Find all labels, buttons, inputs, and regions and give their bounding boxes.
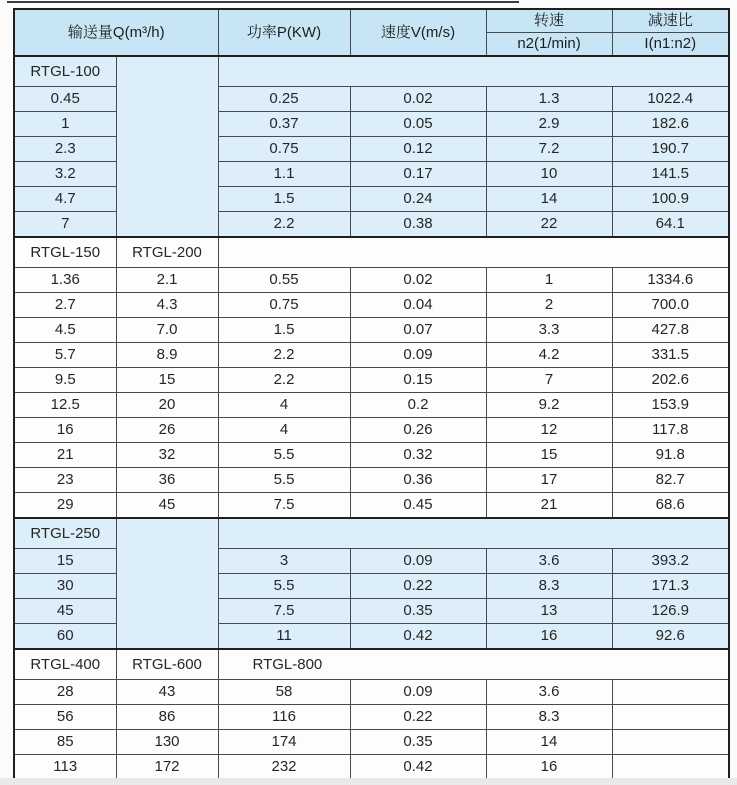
table-row xyxy=(14,393,729,418)
table-cell: 0.2 xyxy=(350,393,486,418)
table-row xyxy=(14,343,729,368)
table-cell: 331.5 xyxy=(612,343,729,368)
merged-empty-cell xyxy=(116,56,218,237)
table-cell: 2.2 xyxy=(218,343,350,368)
table-cell: 22 xyxy=(486,212,612,238)
table-cell: 82.7 xyxy=(612,468,729,493)
table-cell: 7.0 xyxy=(116,318,218,343)
table-cell: 171.3 xyxy=(612,574,729,599)
table-cell: 4.5 xyxy=(14,318,116,343)
bottom-margin-strip xyxy=(0,778,737,785)
table-cell: 3.3 xyxy=(486,318,612,343)
table-cell xyxy=(612,730,729,755)
table-cell: 4 xyxy=(218,393,350,418)
table-cell: 0.07 xyxy=(350,318,486,343)
table-cell: 100.9 xyxy=(612,187,729,212)
table-cell: 23 xyxy=(14,468,116,493)
table-cell: 130 xyxy=(116,730,218,755)
table-row xyxy=(14,730,729,755)
table-cell: 16 xyxy=(486,755,612,781)
table-cell: 43 xyxy=(116,680,218,705)
table-cell: 202.6 xyxy=(612,368,729,393)
table-cell: 28 xyxy=(14,680,116,705)
table-cell: 7 xyxy=(14,212,116,238)
table-cell: 116 xyxy=(218,705,350,730)
table-cell: 85 xyxy=(14,730,116,755)
table-cell: 0.38 xyxy=(350,212,486,238)
table-cell: 21 xyxy=(14,443,116,468)
table-cell: 8.3 xyxy=(486,705,612,730)
table-cell: 427.8 xyxy=(612,318,729,343)
table-cell: 0.02 xyxy=(350,87,486,112)
table-cell: 16 xyxy=(486,624,612,650)
table-cell: 9.2 xyxy=(486,393,612,418)
table-cell: 45 xyxy=(116,493,218,519)
table-cell: 4.7 xyxy=(14,187,116,212)
table-cell: 172 xyxy=(116,755,218,781)
model-label-cell: RTGL-100 xyxy=(14,56,116,87)
table-cell: 58 xyxy=(218,680,350,705)
table-cell: 0.05 xyxy=(350,112,486,137)
table-cell: 3.6 xyxy=(486,680,612,705)
table-cell: 15 xyxy=(486,443,612,468)
empty-span-cell xyxy=(218,518,729,549)
table-row xyxy=(14,468,729,493)
table-cell: 10 xyxy=(486,162,612,187)
table-cell: 9.5 xyxy=(14,368,116,393)
table-cell: 0.35 xyxy=(350,730,486,755)
merged-empty-cell xyxy=(116,518,218,649)
table-cell: 0.55 xyxy=(218,268,350,293)
table-cell: 2.7 xyxy=(14,293,116,318)
table-cell: 12 xyxy=(486,418,612,443)
section-label-row xyxy=(14,237,729,268)
header-ratio-sub: I(n1:n2) xyxy=(612,33,729,57)
table-row xyxy=(14,705,729,730)
table-cell: 16 xyxy=(14,418,116,443)
table-cell: 2 xyxy=(486,293,612,318)
table-cell: 1.36 xyxy=(14,268,116,293)
table-cell: 3 xyxy=(218,549,350,574)
table-cell: 2.2 xyxy=(218,368,350,393)
table-row xyxy=(14,293,729,318)
table-row xyxy=(14,368,729,393)
table-cell: 13 xyxy=(486,599,612,624)
table-cell: 15 xyxy=(14,549,116,574)
table-cell: 7.5 xyxy=(218,599,350,624)
table-cell: 7 xyxy=(486,368,612,393)
table-row xyxy=(14,418,729,443)
table-cell: 0.42 xyxy=(350,624,486,650)
table-cell: 113 xyxy=(14,755,116,781)
section-label-row xyxy=(14,649,729,680)
table-cell: 0.17 xyxy=(350,162,486,187)
table-cell: 11 xyxy=(218,624,350,650)
table-cell: 1.5 xyxy=(218,318,350,343)
table-cell: 1 xyxy=(14,112,116,137)
table-cell: 232 xyxy=(218,755,350,781)
table-cell: 0.32 xyxy=(350,443,486,468)
table-cell: 5.5 xyxy=(218,574,350,599)
table-cell: 0.09 xyxy=(350,680,486,705)
table-cell: 182.6 xyxy=(612,112,729,137)
table-cell: 0.75 xyxy=(218,137,350,162)
table-cell: 14 xyxy=(486,187,612,212)
table-row xyxy=(14,493,729,519)
table-cell: 3.6 xyxy=(486,549,612,574)
table-cell: 0.22 xyxy=(350,705,486,730)
table-cell: 126.9 xyxy=(612,599,729,624)
table-cell: 32 xyxy=(116,443,218,468)
table-cell: 21 xyxy=(486,493,612,519)
model-label-cell: RTGL-150 xyxy=(14,237,116,268)
table-cell xyxy=(612,755,729,781)
spec-table xyxy=(13,8,730,781)
table-cell: 3.2 xyxy=(14,162,116,187)
table-cell: 0.45 xyxy=(350,493,486,519)
table-cell: 700.0 xyxy=(612,293,729,318)
table-cell: 64.1 xyxy=(612,212,729,238)
table-cell: 2.9 xyxy=(486,112,612,137)
table-cell: 45 xyxy=(14,599,116,624)
table-cell: 2.2 xyxy=(218,212,350,238)
header-row-1 xyxy=(14,9,729,33)
table-cell: 4 xyxy=(218,418,350,443)
empty-span-cell xyxy=(218,237,729,268)
table-cell: 92.6 xyxy=(612,624,729,650)
table-row xyxy=(14,268,729,293)
table-cell: 393.2 xyxy=(612,549,729,574)
table-cell: 60 xyxy=(14,624,116,650)
model-label-cell: RTGL-400 xyxy=(14,649,116,680)
table-cell: 0.09 xyxy=(350,549,486,574)
table-cell: 4.3 xyxy=(116,293,218,318)
table-cell: 20 xyxy=(116,393,218,418)
table-cell: 68.6 xyxy=(612,493,729,519)
table-cell: 141.5 xyxy=(612,162,729,187)
table-cell: 5.5 xyxy=(218,443,350,468)
table-cell: 0.12 xyxy=(350,137,486,162)
table-cell: 12.5 xyxy=(14,393,116,418)
header-capacity: 输送量Q(m³/h) xyxy=(14,9,218,56)
table-cell: 1022.4 xyxy=(612,87,729,112)
table-cell: 8.3 xyxy=(486,574,612,599)
table-cell: 0.35 xyxy=(350,599,486,624)
table-cell: 5.5 xyxy=(218,468,350,493)
table-cell: 0.37 xyxy=(218,112,350,137)
table-cell: 1334.6 xyxy=(612,268,729,293)
table-cell: 0.75 xyxy=(218,293,350,318)
header-rotation-sub: n2(1/min) xyxy=(486,33,612,57)
table-cell: 0.02 xyxy=(350,268,486,293)
table-cell: 8.9 xyxy=(116,343,218,368)
empty-span-cell xyxy=(218,56,729,87)
table-cell xyxy=(612,680,729,705)
model-label-cell: RTGL-250 xyxy=(14,518,116,549)
table-body xyxy=(14,56,729,780)
table-cell: 153.9 xyxy=(612,393,729,418)
table-cell: 7.2 xyxy=(486,137,612,162)
table-cell: 2.3 xyxy=(14,137,116,162)
table-row xyxy=(14,680,729,705)
table-cell: 0.09 xyxy=(350,343,486,368)
table-cell: 17 xyxy=(486,468,612,493)
table-cell: 1.3 xyxy=(486,87,612,112)
table-cell: 14 xyxy=(486,730,612,755)
table-cell: 0.42 xyxy=(350,755,486,781)
table-cell: 0.22 xyxy=(350,574,486,599)
model-label-cell: RTGL-600 xyxy=(116,649,218,680)
table-cell: 86 xyxy=(116,705,218,730)
section-label-row xyxy=(14,56,729,87)
table-cell: 29 xyxy=(14,493,116,519)
header-speed: 速度V(m/s) xyxy=(350,9,486,56)
table-cell: 117.8 xyxy=(612,418,729,443)
table-row xyxy=(14,318,729,343)
table-cell: 174 xyxy=(218,730,350,755)
table-cell xyxy=(612,705,729,730)
table-cell: 1.1 xyxy=(218,162,350,187)
top-crop-line xyxy=(7,1,519,3)
table-cell: 0.24 xyxy=(350,187,486,212)
model-label-cell: RTGL-200 xyxy=(116,237,218,268)
section-label-row xyxy=(14,518,729,549)
table-cell: 36 xyxy=(116,468,218,493)
table-cell: 26 xyxy=(116,418,218,443)
table-cell: 190.7 xyxy=(612,137,729,162)
table-cell: 2.1 xyxy=(116,268,218,293)
table-cell: 0.45 xyxy=(14,87,116,112)
table-cell: 56 xyxy=(14,705,116,730)
table-cell: 0.04 xyxy=(350,293,486,318)
header-rotation: 转速 xyxy=(486,9,612,33)
table-row xyxy=(14,443,729,468)
header-ratio: 减速比 xyxy=(612,9,729,33)
header-power: 功率P(KW) xyxy=(218,9,350,56)
table-cell: 1 xyxy=(486,268,612,293)
table-cell: 91.8 xyxy=(612,443,729,468)
model-label-cell: RTGL-800 xyxy=(218,649,729,680)
table-cell: 5.7 xyxy=(14,343,116,368)
table-cell: 0.36 xyxy=(350,468,486,493)
table-cell: 30 xyxy=(14,574,116,599)
table-cell: 0.26 xyxy=(350,418,486,443)
table-cell: 15 xyxy=(116,368,218,393)
table-row xyxy=(14,755,729,781)
table-cell: 0.25 xyxy=(218,87,350,112)
table-cell: 7.5 xyxy=(218,493,350,519)
table-cell: 0.15 xyxy=(350,368,486,393)
table-header xyxy=(14,9,729,56)
table-cell: 1.5 xyxy=(218,187,350,212)
table-cell: 4.2 xyxy=(486,343,612,368)
